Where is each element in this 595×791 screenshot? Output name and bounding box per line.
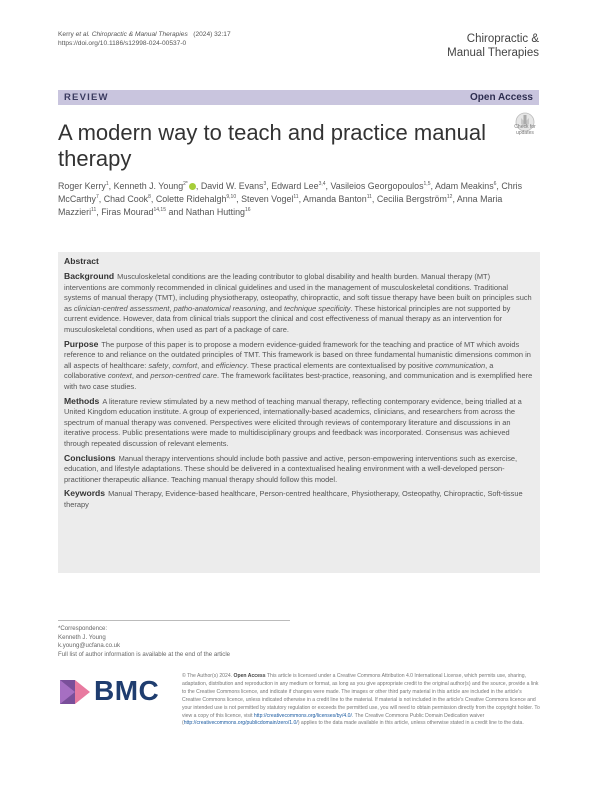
- author-name[interactable]: Amanda Banton: [303, 194, 367, 204]
- author-name[interactable]: Chad Cook: [103, 194, 149, 204]
- abstract-background: [64, 271, 534, 336]
- author-name[interactable]: Adam Meakins: [434, 181, 494, 191]
- license-text: [182, 673, 540, 728]
- purpose-emphasis: safety: [148, 360, 169, 370]
- article-type-label: REVIEW: [64, 92, 109, 103]
- crossmark-line2: updates: [516, 130, 534, 136]
- conclusions-text: Manual therapy interventions should include both passive and active, person-empowering interventions such as exercise, education, and lifestyle adaptations. These should be delivered in a contextualised healing environment with a well-developed person-practitioner therapeutic alliance. Teaching manual therapy should follow this model.: [64, 453, 518, 484]
- purpose-text: , and: [197, 360, 216, 370]
- abstract-keywords: [64, 488, 534, 510]
- purpose-text: ,: [168, 360, 173, 370]
- footnote-divider: [58, 620, 290, 621]
- author-name[interactable]: Colette Ridehalgh: [155, 194, 227, 204]
- citation-author: Kerry: [58, 31, 76, 38]
- license-link[interactable]: http://creativecommons.org/publicdomain/zero/1.0/: [183, 720, 298, 727]
- publisher-name: BMC: [94, 675, 160, 706]
- citation-header: [58, 30, 231, 48]
- abstract-box: [58, 252, 540, 573]
- keywords-label: Keywords: [64, 488, 106, 499]
- abstract-methods: [64, 396, 534, 450]
- methods-text: A literature review stimulated by a new method of teaching manual therapy, reflecting contemporary evidence, being trialled at a United Kingdom education institute. A group of experienced, internationally-based academics, clinicians, and researchers from across the spectrum of manual therapy was convened. Perspectives were elicited through reviews of contemporary literature and discussions in an iterative process. Public presentations were made to multidisciplinary groups and feedback was incorporated. Consensus was achieved through repeated discussion of relevant elements.: [64, 396, 522, 448]
- author-name[interactable]: Kenneth J. Young: [113, 181, 184, 191]
- doi-link[interactable]: https://doi.org/10.1186/s12998-024-00537-0: [58, 40, 187, 47]
- author-info-note: Full list of author information is available at the end of the article: [58, 650, 231, 658]
- conclusions-label: Conclusions: [64, 452, 116, 463]
- author-affiliation: 16: [244, 207, 251, 214]
- author-name[interactable]: Chris McCarthy: [58, 181, 523, 204]
- author-affiliation: 7: [95, 194, 99, 201]
- purpose-emphasis: context: [107, 371, 132, 381]
- purpose-text: , a collaborative: [64, 360, 494, 381]
- purpose-label: Purpose: [64, 338, 99, 349]
- orcid-icon[interactable]: [189, 183, 196, 190]
- correspondence-footnote: [58, 625, 230, 659]
- article-title: A modern way to teach and practice manual therapy: [58, 120, 487, 171]
- keywords-text: Manual Therapy, Evidence-based healthcare, Person-centred healthcare, Physiotherapy, Osteopathy, Chiropractic, Soft-tissue therapy: [64, 489, 523, 509]
- author-list: Roger Kerry$^1$, Kenneth J. Young$^{2*}$ , David W. Evans$^3$, Edward Lee$^{3,4}$, Vasileios Georgopoulos$^{1,5}$, Adam Meakins$^6$, Chris McCarthy$^7$, Chad Cook$^8$, Colette Ridehalgh$^{9,10}$, Steven Vogel$^{11}$, Amanda Banton$^{11}$, Cecilia Bergström$^{12}$, Anna Maria Mazzieri$^{11}$, Firas Mourad$^{14,15}$ and Nathan Hutting$^{16}$: [58, 181, 523, 217]
- purpose-emphasis: person-centred care: [150, 371, 217, 381]
- correspondence-label: *Correspondence:: [58, 625, 108, 632]
- journal-name: [447, 32, 539, 60]
- background-text: ,: [169, 303, 174, 313]
- abstract-heading: Abstract: [64, 256, 99, 266]
- author-affiliation: 3: [263, 181, 267, 188]
- author-name[interactable]: Vasileios Georgopoulos: [330, 181, 424, 191]
- author-separator: and: [165, 207, 186, 217]
- author-affiliation: 14,15: [153, 207, 166, 214]
- author-name[interactable]: Edward Lee: [271, 181, 319, 191]
- purpose-text: . These practical elements are contextualised by positive: [246, 360, 436, 370]
- author-affiliation: 2*: [183, 181, 188, 188]
- author-affiliation: 11: [293, 194, 299, 201]
- author-name[interactable]: Nathan Hutting: [185, 207, 245, 217]
- purpose-emphasis: communication: [435, 360, 486, 370]
- license-body: ) applies to the data made available in this article, unless otherwise stated in a credit line to the data.: [297, 720, 524, 727]
- journal-name-line1: Chiropractic &: [466, 33, 539, 45]
- open-access-label: Open Access: [470, 92, 533, 103]
- author-name[interactable]: Firas Mourad: [101, 207, 154, 217]
- purpose-emphasis: efficiency: [215, 360, 247, 370]
- author-affiliation: 8: [148, 194, 151, 201]
- abstract-conclusions: [64, 453, 534, 486]
- purpose-text: , and: [131, 371, 151, 381]
- background-emphasis: technique specificity: [283, 303, 351, 313]
- author-affiliation: 1,5: [423, 181, 431, 188]
- author-affiliation: 12: [446, 194, 453, 201]
- author-affiliation: 3,4: [318, 181, 326, 188]
- author-name[interactable]: David W. Evans: [200, 181, 264, 191]
- background-emphasis: clinician-centred assessment: [73, 303, 170, 313]
- purpose-emphasis: comfort: [172, 360, 198, 370]
- background-text: Musculoskeletal conditions are the leading contributor to global disability and health burden. Manual therapy (MT) interventions are commonly recommended in clinical guidelines and used in the management of musculoskeletal conditions. Traditional systems of manual therapy (TMT), including physiotherapy, osteopathy, chiropractic, and soft tissue therapy have been built on principles such as: [64, 272, 532, 313]
- citation-year: (2024) 32:17: [193, 31, 231, 38]
- license-link[interactable]: http://creativecommons.org/licenses/by/4.0/: [253, 712, 352, 719]
- background-text: . These historical principles are not supported by current evidence. However, data from clinical trials support the clinical and cost effectiveness of manual therapy as an intervention for musculoskeletal conditions, when used as part of a package of care.: [64, 303, 511, 334]
- author-name[interactable]: Cecilia Bergström: [376, 194, 447, 204]
- author-affiliation: 6: [493, 181, 497, 188]
- background-emphasis: patho-anatomical reasoning: [173, 303, 266, 313]
- author-affiliation: 11: [91, 207, 97, 214]
- journal-name-line2: Manual Therapies: [447, 47, 539, 59]
- license-prefix: © The Author(s) 2024.: [182, 673, 234, 679]
- author-affiliation: 11: [366, 194, 372, 201]
- license-body: This article is licensed under a Creative Commons Attribution 4.0 International License, which permits use, sharing, adaptation, distribution and reproduction in any medium or format, as long as you give appropriate credit to the original author(s) and the source, provide a link to the Creative Commons licence, and indicate if changes were made. The images or other third party material in this article are included in the article's Creative Commons licence, unless indicated otherwise in a credit line to the material. If material is not included in the article's Creative Commons licence and your intended use is not permitted by statutory regulation or exceeds the permitted use, you will need to obtain permission directly from the copyright holder. To view a copy of this licence, visit: [182, 673, 540, 719]
- author-name[interactable]: Roger Kerry: [58, 181, 106, 191]
- author-name[interactable]: Anna Maria Mazzieri: [58, 194, 503, 217]
- purpose-text: The purpose of this paper is to propose a modern evidence-guided framework for the teaching and practice of MT which avoids reference to and reliance on the outdated principles of TMT. This framework is based on three fundamental humanistic dimensions common in all aspects of healthcare:: [64, 339, 531, 370]
- correspondence-name: Kenneth J. Young: [58, 633, 106, 641]
- abstract-purpose: [64, 339, 534, 393]
- license-body: . The Creative Commons Public Domain Dedication waiver (: [182, 712, 485, 727]
- author-name[interactable]: Steven Vogel: [241, 194, 294, 204]
- author-affiliation: 1: [105, 181, 109, 188]
- license-open-access: Open Access: [233, 673, 266, 679]
- background-label: Background: [64, 271, 115, 281]
- article-type-banner: [58, 90, 539, 105]
- methods-label: Methods: [64, 395, 100, 406]
- purpose-text: . The framework facilitates best-practice, reasoning, and communication and is exemplified here with two case studies.: [64, 371, 533, 391]
- background-text: , and: [265, 303, 284, 313]
- citation-journal: et al. Chiropractic & Manual Therapies: [75, 31, 188, 38]
- author-affiliation: 9,10: [226, 194, 237, 201]
- crossmark-label: [503, 124, 547, 136]
- crossmark-line1: Check for: [514, 124, 536, 130]
- citation-line: [58, 30, 231, 39]
- correspondence-email[interactable]: k.young@ucfana.co.uk: [58, 642, 121, 650]
